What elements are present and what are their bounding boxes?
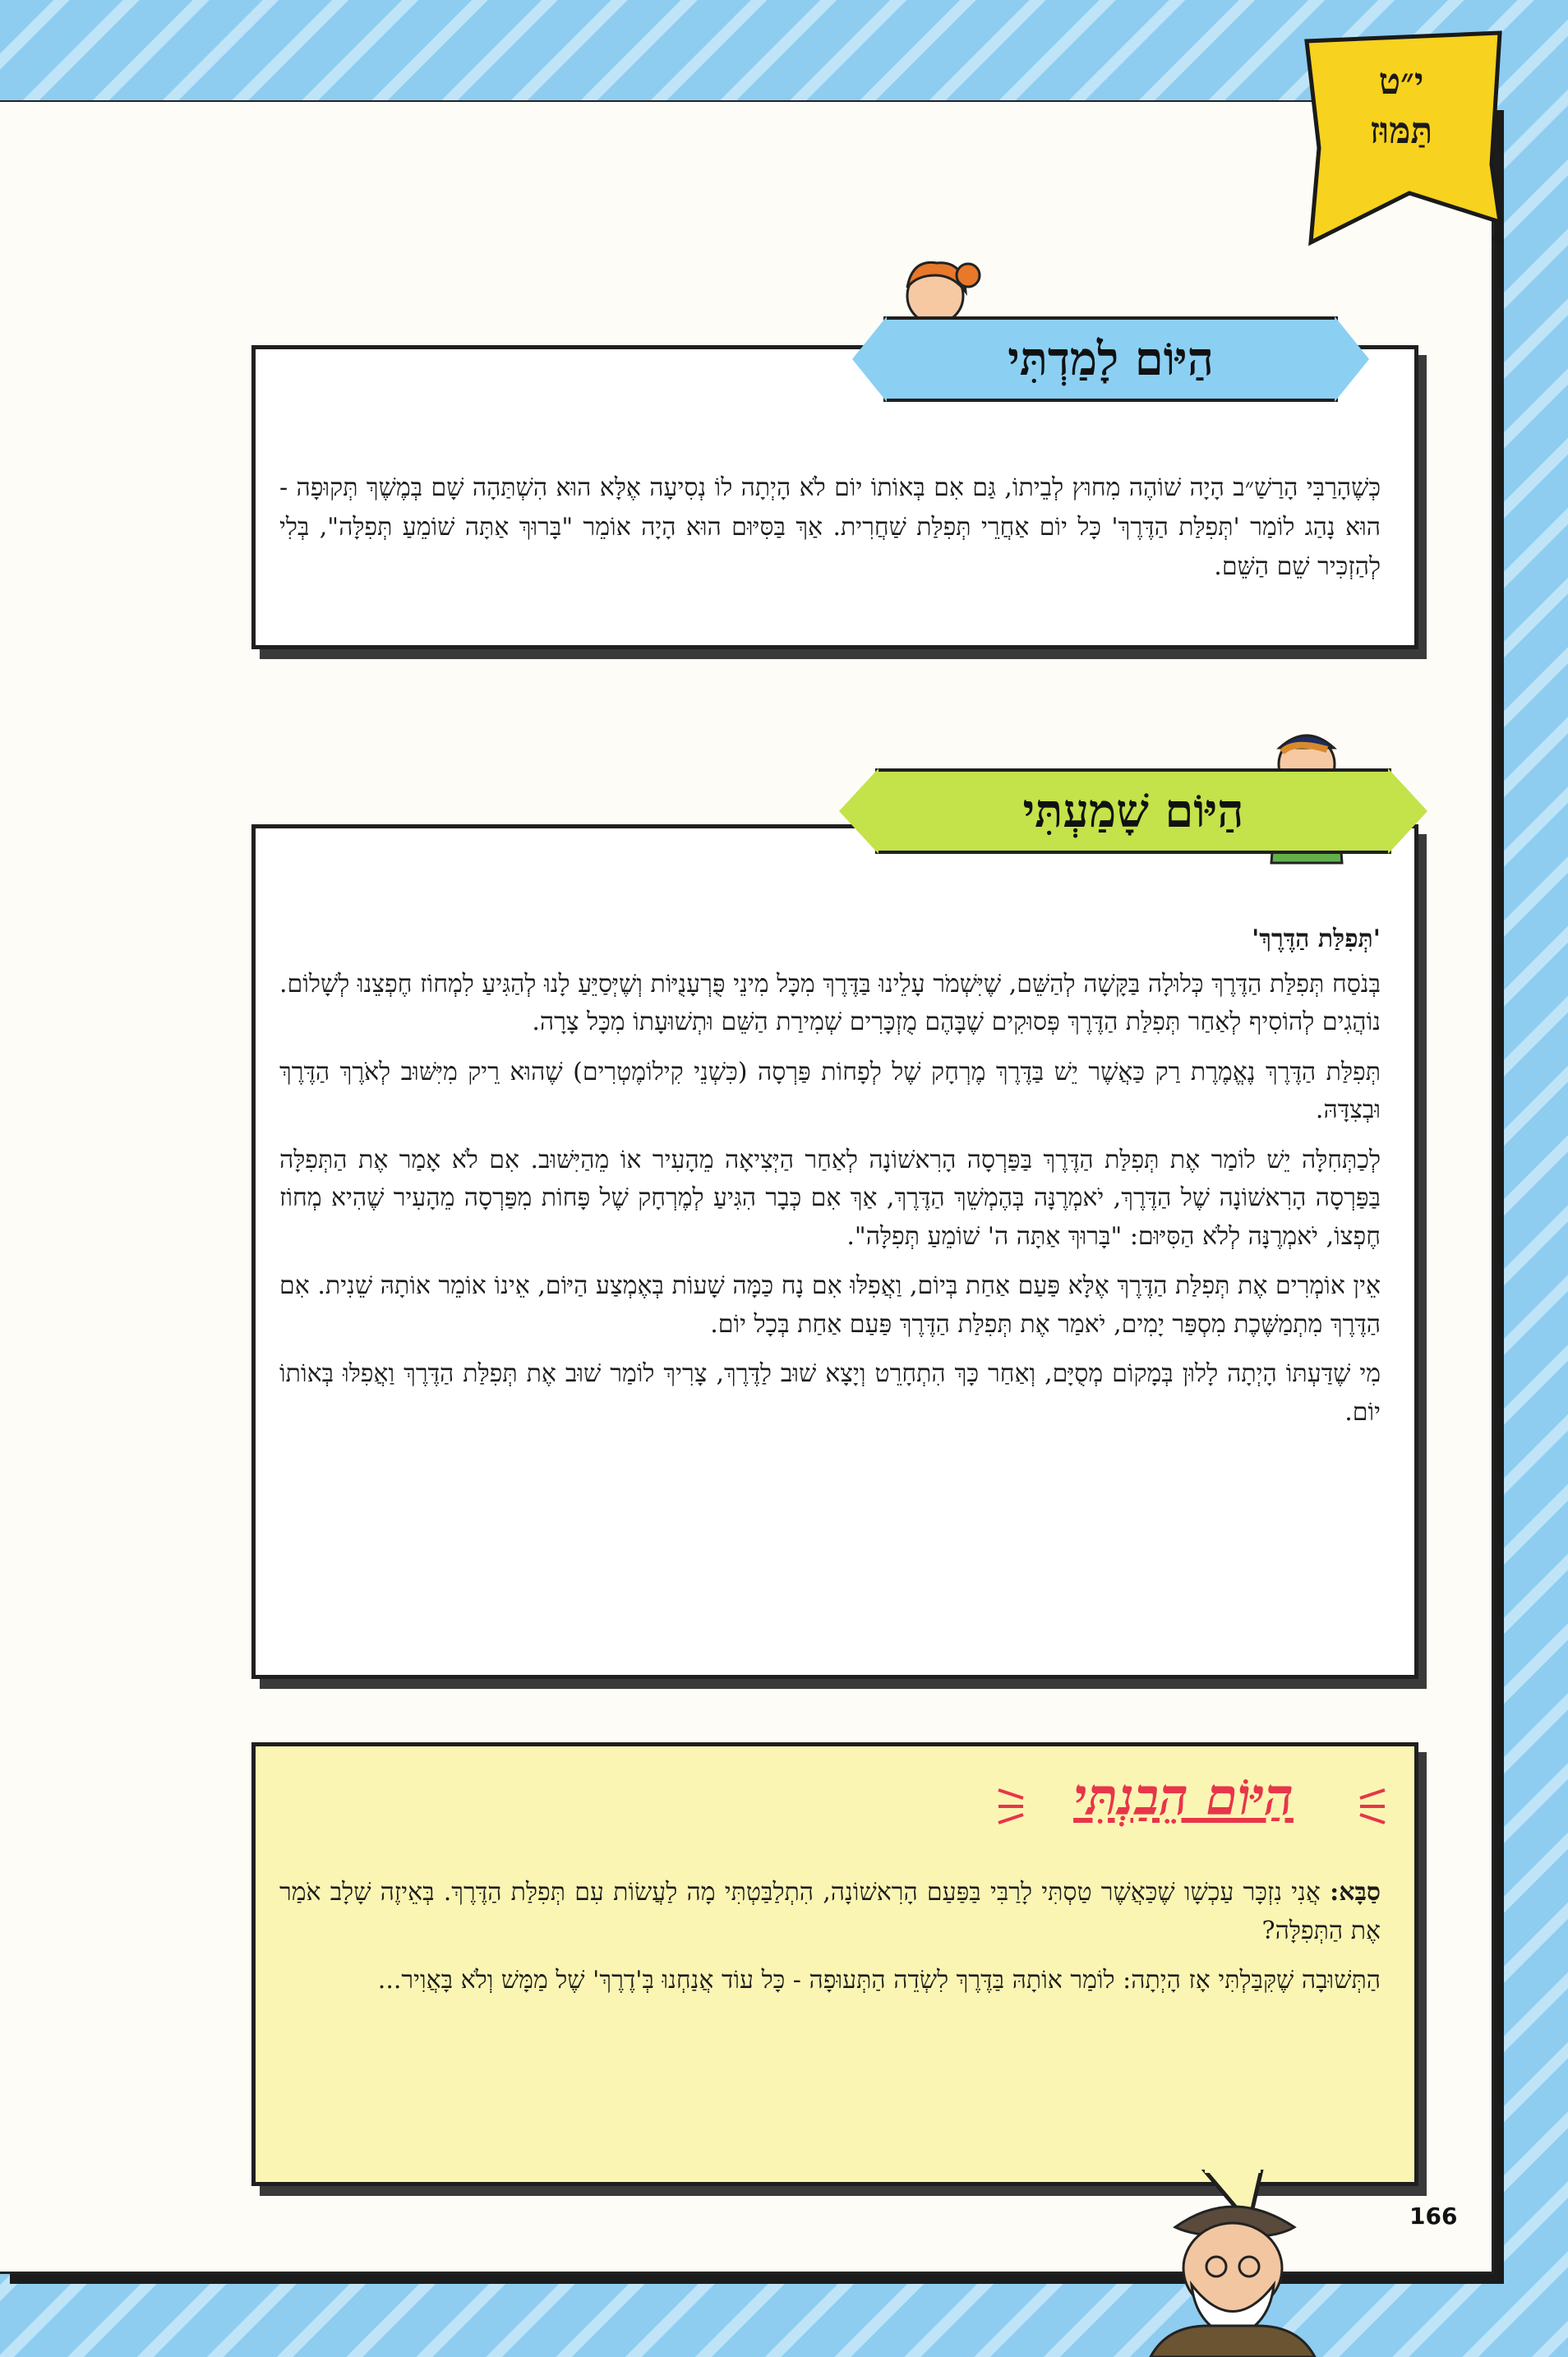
learned-banner xyxy=(883,316,1338,402)
heard-paragraph: בְּנֹסַח תְּפִלַּת הַדֶּרֶךְ כְּלוּלָה בַּקָּשָׁה לְהַשֵּׁם, שֶׁיִּשְׁמֹר עָלֵינוּ בַּדֶּרֶךְ מִכָּל מִינֵי פֻּרְעָנֻיּוֹת וְשֶׁיְּסַיֵּעַ לָנוּ לְהַגִּיעַ לִמְחוֹז חֶפְצֵנוּ לְשָׁלוֹם. נוֹהֲגִים לְהוֹסִיף לְאַחַר תְּפִלַּת הַדֶּרֶךְ פְּסוּקִים שֶׁבָּהֶם מֻזְכָּרִים שְׁמִירַת הַשֵּׁם וּתְשׁוּעָתוֹ מִכָּל צָרָה. xyxy=(279,969,1381,1036)
heard-subtitle: 'תְּפִלַּת הַדֶּרֶךְ' xyxy=(1252,925,1381,953)
heard-paragraph: לְכַתְּחִלָּה יֵשׁ לוֹמַר אֶת תְּפִלַּת הַדֶּרֶךְ בַּפַּרְסָה הָרִאשׁוֹנָה לְאַחַר הַיְּצִיאָה מֵהָעִיר אוֹ מֵהַיִּשּׁוּב. אִם לֹא אָמַר אֶת הַתְּפִלָּה בַּפַּרְסָה הָרִאשׁוֹנָה שֶׁל הַדֶּרֶךְ, יֹאמְרֶנָּה בְּהֶמְשֵׁךְ הַדֶּרֶךְ, אַךְ אִם כְּבָר הִגִּיעַ לְמֶרְחָק שֶׁל פָּחוֹת מִפַּרְסָה מֵהָעִיר שֶׁהִיא מְחוֹז חֶפְצוֹ, יֹאמְרֶנָּה לְלֹא הַסִּיּוּם: "בָּרוּךְ אַתָּה ה' שׁוֹמֵעַ תְּפִלָּה". xyxy=(279,1145,1381,1251)
heard-title: הַיּוֹם שָׁמַעְתִּי xyxy=(1022,784,1244,838)
heard-paragraph: אֵין אוֹמְרִים אֶת תְּפִלַּת הַדֶּרֶךְ אֶלָּא פַּעַם אַחַת בְּיוֹם, וַאֲפִלּוּ אִם נָח כַּמָּה שָׁעוֹת בְּאֶמְצַע הַיּוֹם, אֵינוֹ אוֹמֵר אוֹתָהּ שֵׁנִית. אִם הַדֶּרֶךְ מִתְמַשֶּׁכֶת מִסְפַּר יָמִים, יֹאמַר אֶת תְּפִלַּת הַדֶּרֶךְ פַּעַם אַחַת בְּכָל יוֹם. xyxy=(279,1271,1381,1339)
speaker-label: סַבָּא: xyxy=(1330,1878,1381,1907)
understood-p1: אֲנִי נִזְכָּר עַכְשָׁו שֶׁכַּאֲשֶׁר טַסְתִּי לָרַבִּי בַּפַּעַם הָרִאשׁוֹנָה, הִתְלַבַּטְתִּי מָה לַעֲשׂוֹת עִם תְּפִלַּת הַדֶּרֶךְ. בְּאֵיזֶה שָׁלָב אֹמַר אֶת הַתְּפִלָּה? xyxy=(279,1878,1381,1945)
grandpa-illustration xyxy=(1134,2194,1331,2357)
learned-text: כְּשֶׁהָרַבִּי הָרַשַׁ״ב הָיָה שׁוֹהֶה מִחוּץ לְבֵיתוֹ, גַּם אִם בְּאוֹתוֹ יוֹם לֹא הָיְתָה לוֹ נְסִיעָה אֶלָּא הוּא הִשְׁתַּהָה שָׁם בְּמֶשֶׁךְ תְּקוּפָה - הוּא נָהַג לוֹמַר 'תְּפִלַּת הַדֶּרֶךְ' כָּל יוֹם אַחֲרֵי תְּפִלַּת שַׁחֲרִית. אַךְ בַּסִּיּוּם הוּא הָיָה אוֹמֵר "בָּרוּךְ אַתָּה שׁוֹמֵעַ תְּפִלָּה", בְּלִי לְהַזְכִּיר שֵׁם הַשֵּׁם. xyxy=(279,473,1381,581)
learned-title: הַיּוֹם לָמַדְתִּי xyxy=(1008,332,1214,386)
heard-text xyxy=(279,920,1381,1443)
understood-p2: הַתְּשׁוּבָה שֶׁקִּבַּלְתִּי אָז הָיְתָה: לוֹמַר אוֹתָהּ בַּדֶּרֶךְ לִשְׂדֵה הַתְּעוּפָה - כָּל עוֹד אֲנַחְנוּ בְּ'דֶרֶךְ' שֶׁל מַמָּשׁ וְלֹא בָּאֲוִיר... xyxy=(377,1966,1381,1995)
understood-text xyxy=(279,1874,1381,2012)
date-month: תַּמּוּז xyxy=(1369,110,1433,152)
date-day: י״ט xyxy=(1378,61,1424,103)
understood-title: הַיּוֹם הֵבַנְתִּי xyxy=(1073,1767,1294,1827)
heard-paragraph: תְּפִלַּת הַדֶּרֶךְ נֶאֱמֶרֶת רַק כַּאֲשֶׁר יֵשׁ בַּדֶּרֶךְ מֶרְחָק שֶׁל לְפָחוֹת פַּרְסָה (כִּשְׁנֵי קִילוֹמֶטְרִים) שֶׁהוּא רֵיק מִיִּשּׁוּב לְאֹרֶךְ הַדֶּרֶךְ וּבְצִדָּהּ. xyxy=(279,1057,1381,1124)
understood-paragraph xyxy=(279,1874,1381,1950)
heard-paragraph: מִי שֶׁדַּעְתּוֹ הָיְתָה לָלוּן בְּמָקוֹם מְסֻיָּם, וְאַחַר כָּךְ הִתְחָרֵט וְיָצָא שׁוּב לַדֶּרֶךְ, צָרִיךְ לוֹמַר שׁוּב אֶת תְּפִלַּת הַדֶּרֶךְ וַאֲפִלּוּ בְּאוֹתוֹ יוֹם. xyxy=(279,1359,1381,1427)
heard-banner xyxy=(875,768,1391,854)
date-label xyxy=(1319,58,1483,156)
burst-lines-icon xyxy=(1356,1782,1389,1831)
page-number: 166 xyxy=(1409,2202,1458,2230)
